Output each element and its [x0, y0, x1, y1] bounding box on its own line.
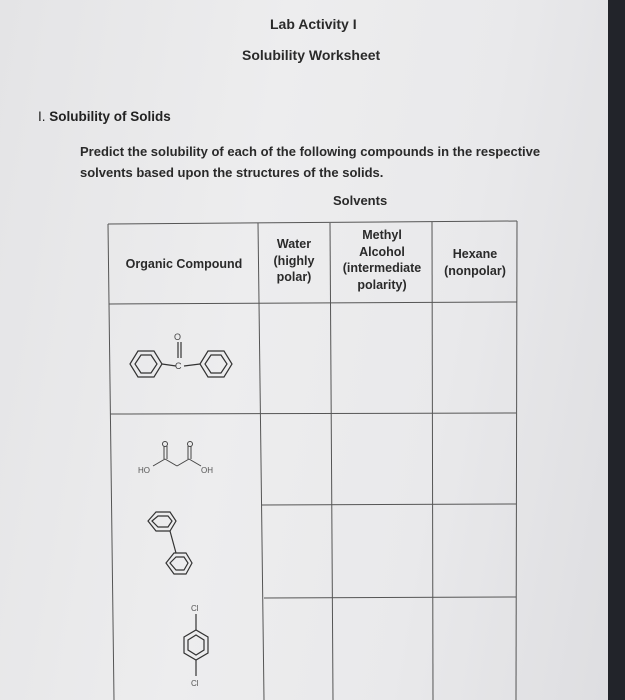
benzophenone-structure	[120, 330, 250, 390]
header-methanol-line-4: polarity)	[357, 277, 407, 292]
instructions: Predict the solubility of each of the following compounds in the respective solvents based upon the structures of the solids.	[80, 144, 541, 180]
header-organic-compound	[112, 256, 256, 273]
header-hexane	[433, 246, 517, 279]
section-title: Solubility of Solids	[49, 109, 171, 124]
screen-edge	[608, 0, 625, 700]
chlorine-top-label: Cl	[191, 604, 199, 613]
header-methanol-line-1: Methyl	[362, 228, 402, 242]
worksheet-subtitle: Solubility Worksheet	[242, 47, 381, 63]
header-water-line-1: Water	[276, 237, 312, 251]
malonic-acid-ho-label: HO	[138, 466, 150, 475]
malonic-acid-structure	[135, 440, 225, 480]
biphenyl-structure	[140, 508, 200, 588]
section-number: I.	[38, 109, 46, 124]
header-hexane-line-2: (nonpolar)	[444, 263, 506, 278]
solvents-label: Solvents	[333, 193, 388, 208]
dichlorobenzene-structure	[176, 600, 216, 698]
worksheet-title: Lab Activity I	[270, 16, 357, 32]
header-methyl-alcohol	[332, 227, 432, 293]
header-organic-compound-text: Organic Compound	[125, 257, 243, 271]
benzophenone-carbon-label: C	[175, 361, 182, 371]
benzophenone-oxygen-label: O	[174, 332, 182, 342]
header-hexane-line-1: Hexane	[452, 247, 498, 261]
header-methanol-line-2: Alcohol	[359, 244, 405, 259]
malonic-acid-oh-label: OH	[201, 466, 213, 475]
header-water	[260, 236, 328, 286]
header-water-line-3: polar)	[276, 270, 312, 284]
header-water-line-2: (highly	[273, 253, 315, 268]
chlorine-bottom-label: Cl	[191, 679, 199, 688]
header-methanol-line-3: (intermediate	[342, 261, 422, 275]
